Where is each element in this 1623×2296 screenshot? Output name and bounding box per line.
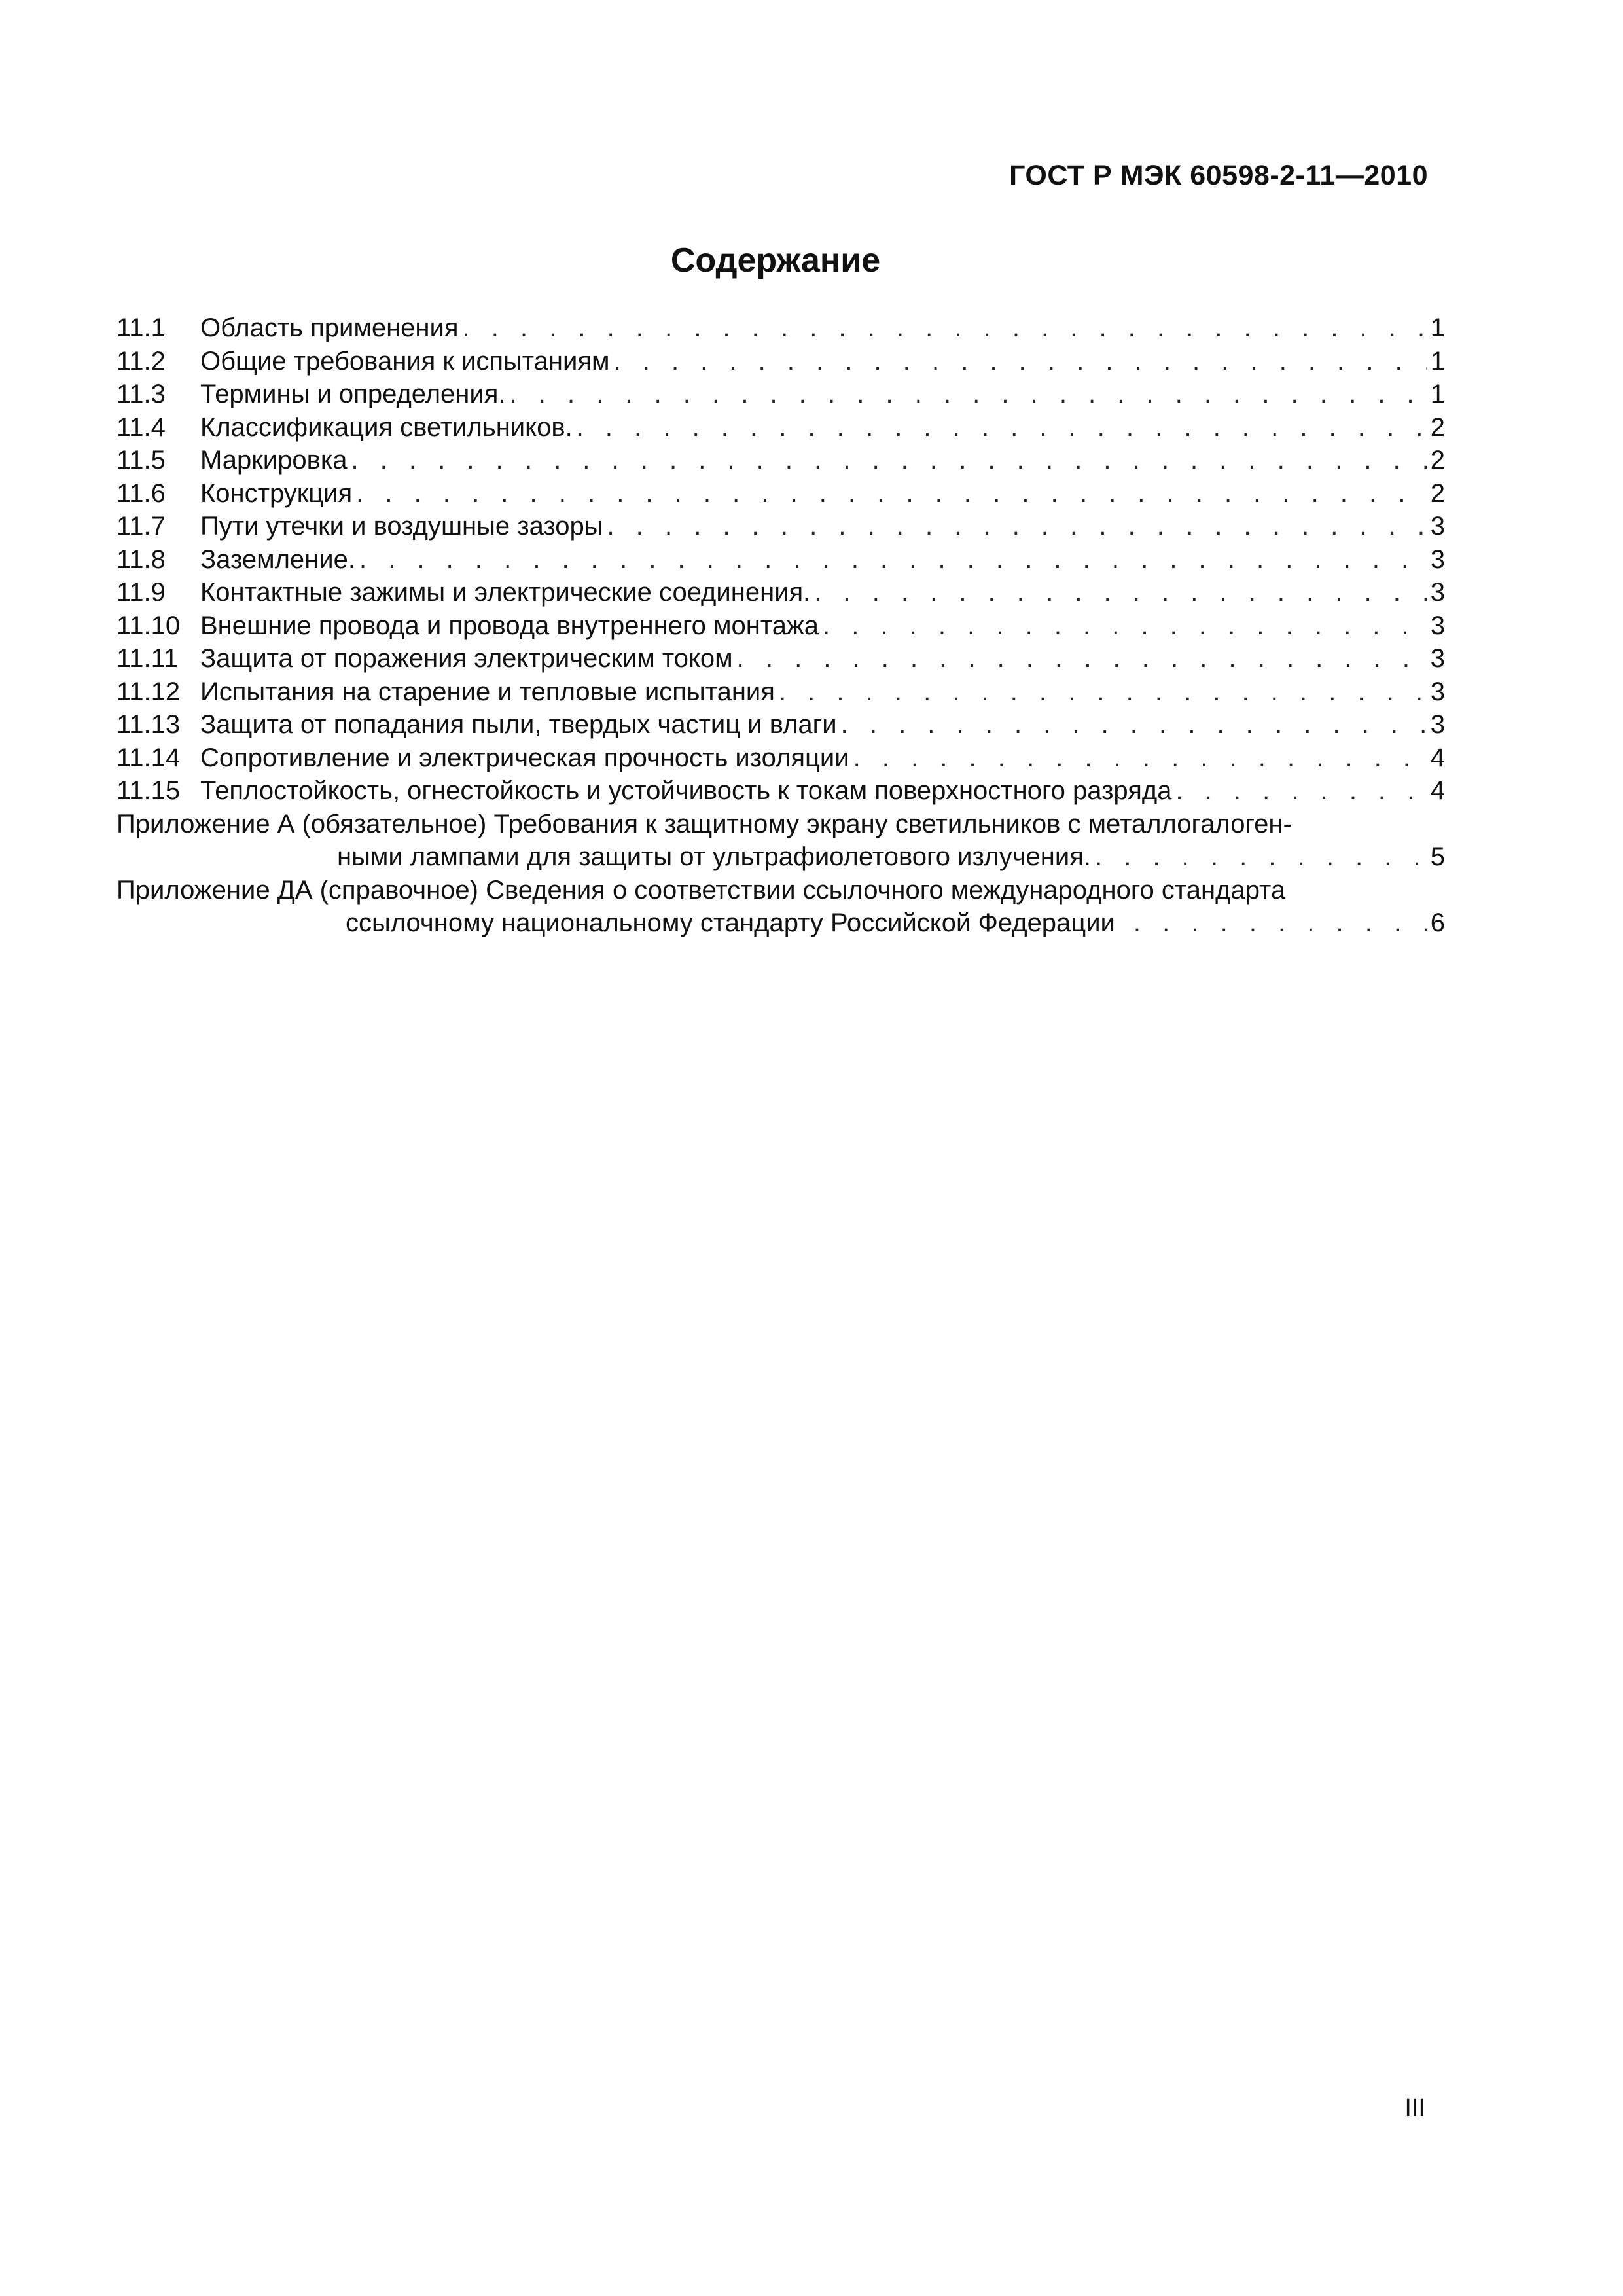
- toc-entry-page: 3: [1430, 545, 1445, 574]
- toc-entry-page: 2: [1430, 478, 1445, 508]
- dot-leader: [849, 742, 1427, 775]
- toc-entry-label: Термины и определения.: [200, 380, 506, 408]
- dot-leader: [775, 675, 1427, 709]
- toc-annex-da[interactable]: [116, 874, 1445, 940]
- toc-entry-label: Защита от попадания пыли, твердых частиц и влаги: [200, 710, 837, 739]
- toc-entry-page: 3: [1430, 710, 1445, 739]
- toc-entry-page: 2: [1430, 446, 1445, 475]
- toc-entry-label: Маркировка: [200, 446, 348, 475]
- toc-entry-number: 11.3: [116, 380, 166, 408]
- toc-entry-page: 4: [1430, 776, 1445, 805]
- dot-leader: [837, 708, 1427, 742]
- annex-title-continuation: ссылочному национальному стандарту Российской Федерации: [346, 908, 1115, 937]
- toc-annex-a[interactable]: [116, 808, 1445, 874]
- toc-entry-page: 3: [1430, 644, 1445, 673]
- toc-entry-page: 4: [1430, 743, 1445, 772]
- page-number: III: [1404, 2094, 1425, 2122]
- toc-entry-11-14[interactable]: [116, 742, 1445, 775]
- table-of-contents: [116, 312, 1445, 940]
- toc-entry-page: 2: [1430, 412, 1445, 442]
- toc-entry-label: Сопротивление и электрическая прочность изоляции: [200, 743, 849, 772]
- toc-entry-11-10[interactable]: [116, 609, 1445, 643]
- toc-entry-11-5[interactable]: [116, 444, 1445, 477]
- dot-leader: [603, 510, 1427, 543]
- toc-entry-label: Защита от поражения электрическим током: [200, 644, 733, 673]
- dot-leader: [810, 576, 1427, 609]
- toc-entry-11-8[interactable]: [116, 543, 1445, 577]
- dot-leader: [733, 642, 1427, 675]
- toc-entry-number: 11.5: [116, 446, 166, 475]
- toc-entry-11-4[interactable]: [116, 411, 1445, 444]
- toc-entry-label: Заземление.: [200, 545, 355, 574]
- dot-leader: [352, 477, 1427, 511]
- dot-leader: [1091, 840, 1427, 874]
- dot-leader: [347, 444, 1427, 477]
- toc-entry-label: Внешние провода и провода внутреннего монтажа: [200, 611, 819, 640]
- toc-entry-11-11[interactable]: [116, 642, 1445, 675]
- dot-leader: [506, 378, 1427, 411]
- toc-entry-label: Контактные зажимы и электрические соединения.: [200, 578, 811, 607]
- toc-entry-number: 11.8: [116, 545, 166, 574]
- toc-entry-label: Классификация светильников.: [200, 412, 573, 442]
- toc-entry-label: Испытания на старение и тепловые испытания: [200, 677, 775, 706]
- dot-leader: [610, 345, 1427, 378]
- toc-entry-label: Область применения: [200, 314, 459, 342]
- toc-entry-page: 1: [1430, 380, 1445, 408]
- toc-entry-11-1[interactable]: [116, 312, 1445, 345]
- toc-entry-page: 6: [1430, 908, 1445, 937]
- toc-entry-11-15[interactable]: [116, 774, 1445, 808]
- dot-leader: [1171, 774, 1427, 808]
- dot-leader: [1115, 906, 1427, 940]
- document-code: ГОСТ Р МЭК 60598-2-11—2010: [1009, 160, 1428, 191]
- toc-entry-page: 3: [1430, 611, 1445, 640]
- toc-entry-number: 11.10: [116, 611, 181, 640]
- toc-entry-number: 11.9: [116, 578, 166, 607]
- toc-entry-number: 11.13: [116, 710, 181, 739]
- toc-entry-number: 11.6: [116, 478, 166, 508]
- toc-entry-page: 1: [1430, 314, 1445, 342]
- page-title: Содержание: [670, 242, 881, 279]
- toc-entry-11-12[interactable]: [116, 675, 1445, 709]
- toc-entry-page: 3: [1430, 578, 1445, 607]
- dot-leader: [819, 609, 1427, 643]
- toc-entry-11-9[interactable]: [116, 576, 1445, 609]
- toc-entry-label: Теплостойкость, огнестойкость и устойчивость к токам поверхностного разряда: [200, 776, 1172, 805]
- annex-title-line: Приложение А (обязательное) Требования к защитному экрану светильников с металлогалоген-: [116, 809, 1292, 838]
- toc-entry-number: 11.7: [116, 512, 166, 541]
- toc-entry-label: Пути утечки и воздушные зазоры: [200, 512, 603, 541]
- toc-entry-number: 11.1: [116, 314, 166, 342]
- toc-entry-number: 11.2: [116, 346, 166, 376]
- dot-leader: [459, 312, 1427, 345]
- toc-entry-11-3[interactable]: [116, 378, 1445, 411]
- toc-entry-11-2[interactable]: [116, 345, 1445, 378]
- toc-entry-number: 11.15: [116, 776, 181, 805]
- toc-entry-number: 11.4: [116, 412, 166, 442]
- toc-entry-label: Общие требования к испытаниям: [200, 346, 610, 376]
- toc-entry-page: 5: [1430, 842, 1445, 871]
- annex-title-line: Приложение ДА (справочное) Сведения о соответствии ссылочного международного стандарта: [116, 875, 1286, 905]
- dot-leader: [355, 543, 1427, 577]
- dot-leader: [573, 411, 1427, 444]
- toc-entry-page: 1: [1430, 346, 1445, 376]
- toc-entry-number: 11.14: [116, 743, 181, 772]
- toc-entry-11-6[interactable]: [116, 477, 1445, 511]
- toc-entry-label: Конструкция: [200, 478, 353, 508]
- toc-entry-page: 3: [1430, 677, 1445, 706]
- toc-entry-number: 11.11: [116, 644, 179, 673]
- toc-entry-11-13[interactable]: [116, 708, 1445, 742]
- toc-entry-number: 11.12: [116, 677, 181, 706]
- toc-entry-11-7[interactable]: [116, 510, 1445, 543]
- toc-entry-page: 3: [1430, 512, 1445, 541]
- annex-title-continuation: ными лампами для защиты от ультрафиолетового излучения.: [337, 842, 1091, 871]
